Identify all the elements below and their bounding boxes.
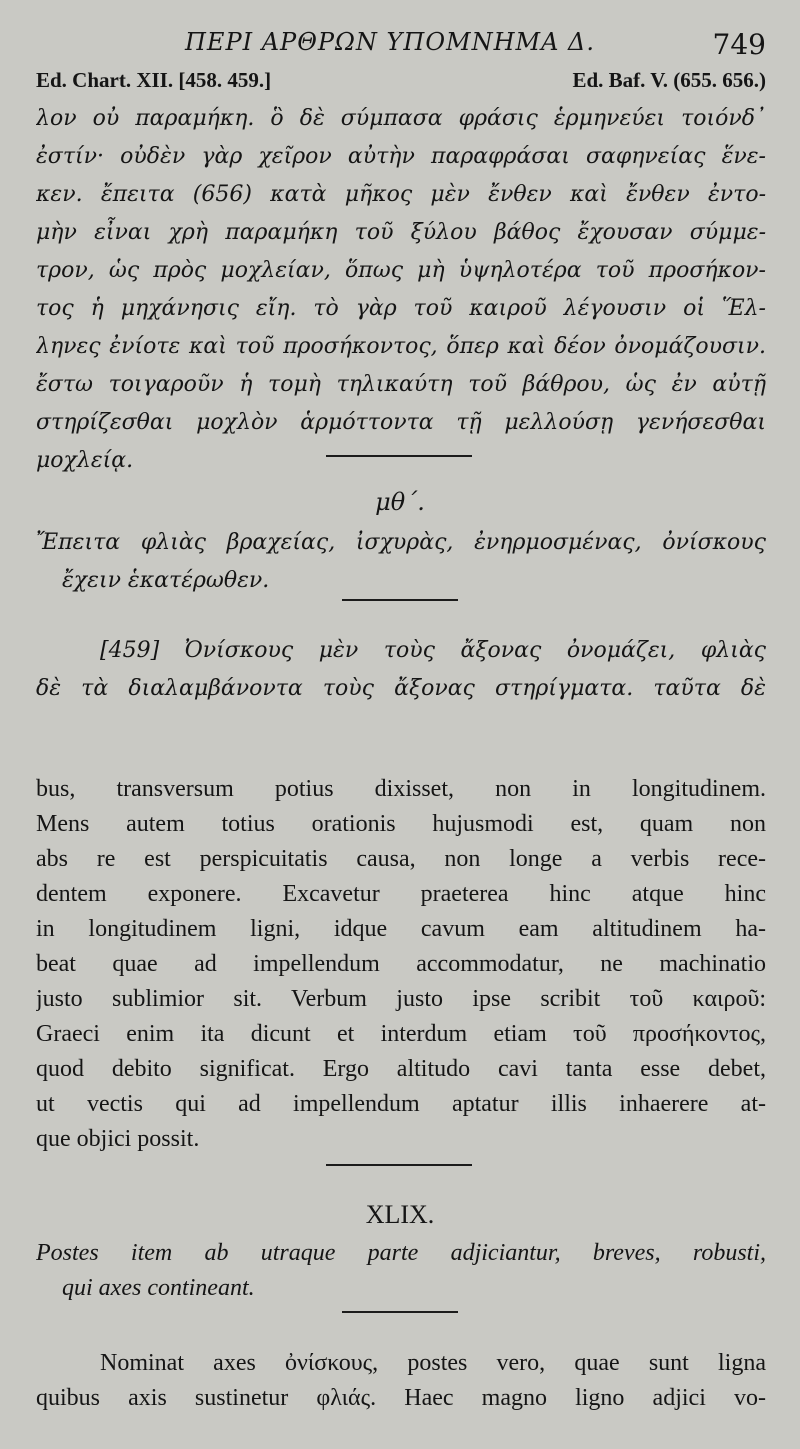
text-line: quod debito significat. Ergo altitudo cavi tanta esse debet, <box>36 1056 766 1082</box>
page-number: 749 <box>712 28 766 61</box>
text-line: κεν. ἔπειτα (656) κατὰ μῆκος μὲν ἔνθεν καὶ ἔνθεν ἐντο- <box>36 182 766 207</box>
text-line: ut vectis qui ad impellendum aptatur illis inhaerere at- <box>36 1091 766 1117</box>
text-line: Postes item ab utraque parte adjiciantur, breves, robusti, <box>36 1240 766 1266</box>
text-line: bus, transversum potius dixisset, non in longitudinem. <box>36 776 766 802</box>
edition-chartier-reference: Ed. Chart. XII. [458. 459.] <box>36 68 272 92</box>
text-line: dentem exponere. Excavetur praeterea hinc atque hinc <box>36 881 766 907</box>
text-line: λον οὐ παραμήκη. ὃ δὲ σύμπασα φράσις ἑρμηνεύει τοιόνδ᾽ <box>36 106 766 131</box>
text-line: abs re est perspicuitatis causa, non longe a verbis rece- <box>36 846 766 872</box>
text-line: in longitudinem ligni, idque cavum eam altitudinem ha- <box>36 916 766 942</box>
latin-section-number: XLIX. <box>365 1200 435 1229</box>
text-line: μοχλείᾳ. <box>36 448 134 473</box>
text-line: Ἔπειτα φλιὰς βραχείας, ἰσχυρὰς, ἐνηρμοσμένας, ὀνίσκους <box>36 530 766 555</box>
text-line: ληνες ἐνίοτε καὶ τοῦ προσήκοντος, ὅπερ καὶ δέον ὀνομάζουσιν. <box>36 334 766 359</box>
section-divider <box>326 455 472 457</box>
text-line: beat quae ad impellendum accommodatur, ne machinatio <box>36 951 766 977</box>
text-line: que objici possit. <box>36 1126 200 1152</box>
latin-lemma <box>36 1236 766 1306</box>
text-line: ἔχειν ἑκατέρωθεν. <box>62 568 270 593</box>
text-line: δὲ τὰ διαλαμβάνοντα τοὺς ἄξονας στηρίγματα. ταῦτα δὲ <box>36 676 766 701</box>
text-line: ἐστίν· οὐδὲν γὰρ χεῖρον αὐτὴν παραφράσαι σαφηνείας ἕνε- <box>36 144 766 169</box>
text-line: Graeci enim ita dicunt et interdum etiam τοῦ προσήκοντος, <box>36 1021 766 1047</box>
text-line: στηρίζεσθαι μοχλὸν ἁρμόττοντα τῇ μελλούσῃ γενήσεσθαι <box>36 410 766 435</box>
edition-reference-line <box>36 68 766 98</box>
text-line: Nominat axes ὀνίσκους, postes vero, quae sunt ligna <box>100 1350 766 1376</box>
text-line: τος ἡ μηχάνησις εἴη. τὸ γὰρ τοῦ καιροῦ λέγουσιν οἱ Ἕλ- <box>36 296 766 321</box>
section-divider <box>326 1164 472 1166</box>
latin-comment-paragraph <box>36 1346 766 1416</box>
text-line: τρον, ὡς πρὸς μοχλείαν, ὅπως μὴ ὑψηλοτέρα τοῦ προσήκον- <box>36 258 766 283</box>
greek-comment-paragraph <box>36 632 766 708</box>
text-line: Mens autem totius orationis hujusmodi est, quam non <box>36 811 766 837</box>
text-line: quibus axis sustinetur φλιάς. Haec magno ligno adjici vo- <box>36 1385 766 1411</box>
section-divider <box>342 599 458 601</box>
text-line: [459] Ὀνίσκους μὲν τοὺς ἄξονας ὀνομάζει, φλιὰς <box>100 638 766 663</box>
greek-section-number: μθ΄. <box>375 488 425 516</box>
text-line: μὴν εἶναι χρὴ παραμήκη τοῦ ξύλου βάθος ἔχουσαν σύμμε- <box>36 220 766 245</box>
running-head-title: ΠΕΡΙ ΑΡΘΡΩΝ ΥΠΟΜΝΗΜΑ Δ. <box>185 28 595 56</box>
greek-lemma <box>36 524 766 600</box>
text-line: ἔστω τοιγαροῦν ἡ τομὴ τηλικαύτη τοῦ βάθρου, ὡς ἐν αὐτῇ <box>36 372 766 397</box>
latin-commentary-paragraph <box>36 772 766 1157</box>
greek-commentary-paragraph <box>36 100 766 480</box>
text-line: justo sublimior sit. Verbum justo ipse scribit τοῦ καιροῦ: <box>36 986 766 1012</box>
running-head <box>0 28 800 64</box>
edition-basel-reference: Ed. Baf. V. (655. 656.) <box>572 68 766 92</box>
section-divider <box>342 1311 458 1313</box>
text-line: qui axes contineant. <box>62 1275 255 1301</box>
